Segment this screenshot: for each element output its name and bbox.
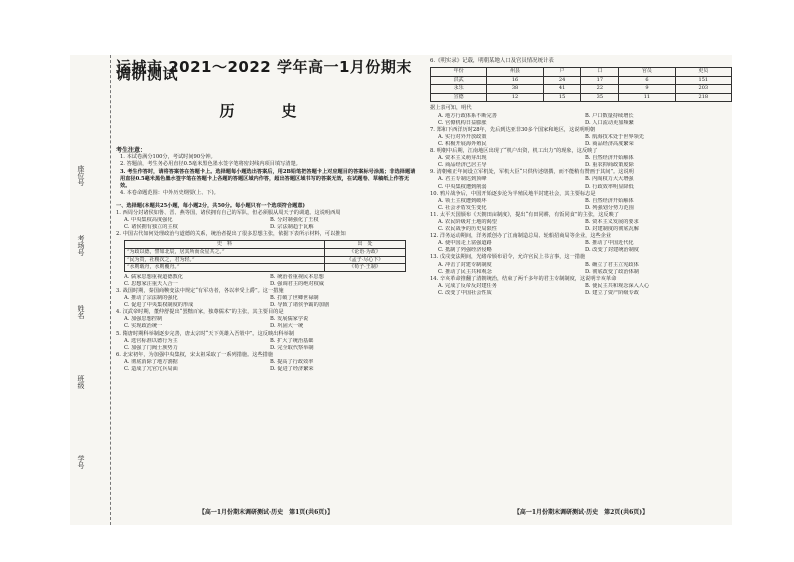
section-heading: 一、选择题(本题共25小题，每小题2分，共50分。每小题只有一个选项符合题意) [116, 202, 305, 209]
page-footer: 【高一1月份期末调研测试·历史 第2页(共6页)】 [513, 508, 649, 516]
option: B. 自然经济开始解体 [585, 197, 634, 204]
option: D. 宗法制趋于瓦解 [270, 224, 314, 231]
question [116, 352, 416, 373]
table-cell: 12 [487, 93, 543, 102]
table-cell: 《孟子·尽心下》 [324, 256, 405, 264]
question [116, 288, 416, 309]
question [430, 105, 732, 126]
statistics-table [430, 67, 732, 102]
student-id-label: 学号 [77, 455, 85, 469]
question [430, 276, 732, 297]
option: B. 户口数量持续增长 [585, 112, 634, 119]
option: A. 农民阶级对土地的渴望 [438, 218, 497, 225]
question [430, 233, 732, 254]
option: D. 人口流动更加频繁 [585, 119, 634, 126]
option: A. 加强思想控制 [124, 316, 163, 323]
binding-margin [70, 55, 111, 525]
notice-item: 3. 考生作答时，请将答案答在答题卡上。选择题每小题选出答案后，用2B铅笔把答题卡上对应题目的答案标号涂黑；非选择题请用直径0.5毫米黑色墨水签字笔在答题卡上各题的答题区域内作答，超出答题区域书写的答案无效，在试题卷、草稿纸上作答无效。 [120, 168, 416, 189]
option: D. 列强划分势力范围 [585, 204, 634, 211]
option: C. 官僚机构日益膨胀 [438, 119, 487, 126]
question-stem: 12. 洋务运动期间，洋务派创办了江南制造总局、轮船招商局等企业，这些企业 [430, 233, 612, 240]
option: D. 商品经济高度繁荣 [585, 140, 634, 147]
option: C. 社会矛盾发生变化 [438, 204, 487, 211]
option: D. 改变了封建统治制度 [585, 247, 639, 254]
option: C. 实现政治统一 [124, 323, 163, 330]
option: C. 商品经济已居主导 [438, 162, 487, 169]
option: C. 改变了中国社会性质 [438, 289, 492, 296]
option: B. 统治者重视民本思想 [270, 273, 324, 280]
option: A. 君主专制达到顶峰 [438, 176, 487, 183]
option: B. 发展儒家学说 [270, 316, 309, 323]
question [430, 148, 732, 169]
question [430, 212, 732, 233]
class-label: 班级 [77, 375, 85, 389]
option: B. 提高了行政效率 [270, 358, 314, 365]
table-cell: 35 [581, 93, 619, 102]
table-cell: “水则载舟，水则覆舟。” [125, 264, 325, 272]
option: B. 内阁权力大大增强 [585, 176, 634, 183]
option: A. 儒家思想重视道德教化 [124, 273, 183, 280]
question [116, 331, 416, 352]
notice-block [116, 147, 416, 197]
option: A. 领土主权遭到破坏 [438, 197, 487, 204]
option: A. 资本主义萌芽出现 [438, 155, 487, 162]
table-header-cell: 官员 [619, 68, 675, 77]
notice-item: 1. 本试卷满分100分，考试时间90分钟。 [120, 154, 216, 161]
table-header-cell: 户 [543, 68, 581, 77]
table-cell: 16 [487, 76, 543, 85]
question-stem: 据上表可知，明代 [430, 105, 472, 112]
option: A. 完成了反帝反封建任务 [438, 282, 497, 289]
table-header-cell: 年份 [431, 68, 487, 77]
question [430, 191, 732, 212]
source-table [124, 240, 406, 271]
question-stem: 6.《明实录》记载，明朝某地人口及官员情况统计表 [430, 58, 554, 64]
option: D. 建立了资产阶级专政 [585, 289, 639, 296]
option: D. 完全取代察举制 [270, 344, 314, 351]
option: A. 选官标准以德行为主 [124, 337, 178, 344]
option: C. 积极开展海外殖民 [438, 140, 487, 147]
table-row [125, 249, 406, 257]
question-stem: 1. 西周分封诸侯如鲁、晋、燕等国，诸侯拥有自己的军队，但必须服从周天子的调遣。这说明西周 [116, 210, 341, 217]
option: B. 航海技术处于世界领先 [585, 133, 644, 140]
option: B. 确立了君主立宪政体 [585, 261, 639, 268]
question-stem: 11. 太平天国颁布《天朝田亩制度》，提出“有田同耕，有饭同食”的主张，这反映了 [430, 211, 619, 218]
question-stem: 9. 清朝雍正年间设立军机处，军机大臣“只供传述缮撰，而不能稍有赞画于其间”。这说明 [430, 169, 634, 176]
table-cell: 218 [675, 93, 731, 102]
question [430, 127, 732, 148]
question-stem: 14. 辛亥革命推翻了清朝统治，结束了两千多年的君主专制制度，这说明辛亥革命 [430, 275, 617, 282]
right-page [430, 58, 732, 520]
question [430, 169, 732, 190]
table-cell: “为政以德，譬如北辰，居其所而众星共之。” [125, 249, 325, 257]
table-cell: 38 [487, 85, 543, 94]
table-cell: 永乐 [431, 85, 487, 94]
option: B. 使民主共和观念深入人心 [585, 282, 650, 289]
table-cell: 41 [543, 85, 581, 94]
table-cell: 《论语·为政》 [324, 249, 405, 257]
table-cell: “民为贵，社稷次之，君为轻。” [125, 256, 325, 264]
option: B. 推动了中国近代化 [585, 240, 634, 247]
table-row [431, 85, 732, 94]
option: D. 巩固大一统 [270, 323, 304, 330]
option: A. 实行对外开放政策 [438, 133, 487, 140]
option: B. 打破了世卿世禄制 [270, 295, 319, 302]
table-cell: 宣德 [431, 93, 487, 102]
option: D. 行政效率明显降低 [585, 183, 634, 190]
table-header-cell: 出 处 [324, 241, 405, 249]
question-stem: 2. 中国古代如何处理政治与道德的关系，统治者提出了很多思想主张，依据下表所示材料，可以推知 [116, 231, 346, 238]
option: C. 中央集权遭到削弱 [438, 183, 487, 190]
table-cell: 24 [543, 76, 581, 85]
option: D. 促进了经济繁荣 [270, 366, 314, 372]
left-page [116, 58, 416, 520]
option-group [116, 274, 416, 288]
option: C. 促进了中央集权制度的形成 [124, 302, 194, 309]
name-label: 姓名 [77, 305, 85, 319]
question-stem: 7. 郑和下西洋历时28年，先后到达亚非30多个国家和地区，这说明明朝 [430, 126, 596, 133]
table-row [125, 264, 406, 272]
option: C. 造成了冗官冗兵局面 [124, 366, 178, 372]
option: C. 抵制了列强经济侵略 [438, 247, 492, 254]
table-cell: 《荀子·王制》 [324, 264, 405, 272]
table-cell: 洪武 [431, 76, 487, 85]
table-header-cell: 州县 [487, 68, 543, 77]
option: B. 资本主义发展的要求 [585, 218, 639, 225]
question [116, 309, 416, 330]
option: D. 封建制度的彻底瓦解 [585, 226, 639, 233]
option: D. 彻底改变了政治体制 [585, 268, 639, 275]
table-row [125, 256, 406, 264]
table-header-cell: 吏员 [675, 68, 731, 77]
option: A. 推动了宗法制的强化 [124, 295, 178, 302]
table-cell: 203 [675, 85, 731, 94]
option: B. 扩大了统治基础 [270, 337, 314, 344]
table-cell: 22 [581, 85, 619, 94]
table-cell: 151 [675, 76, 731, 85]
option: A. 冲击了封建专制制度 [438, 261, 492, 268]
question-stem: 3. 战国时期，秦国商鞅变法中规定“有军功者，各以率受上爵”。这一措施 [116, 287, 284, 294]
subject-title: 历 史 [219, 102, 313, 121]
option: A. 中央集权高度强化 [124, 217, 173, 224]
option: B. 分封制强化了王权 [270, 217, 319, 224]
table-cell: 6 [619, 76, 675, 85]
exam-room-label: 考场号 [77, 235, 85, 256]
question-stem: 5. 隋唐时期科举制逐步完善，唐太宗时“天下英雄入吾彀中”。这反映出科举制 [116, 330, 294, 337]
table-header-cell: 史 料 [125, 241, 325, 249]
option: D. 强调君主的绝对权威 [270, 280, 324, 287]
option: D. 重农抑商政策废除 [585, 162, 634, 169]
table-row [431, 93, 732, 102]
page-footer: 【高一1月份期末调研测试·历史 第1页(共6页)】 [198, 508, 334, 516]
option: A. 使中国走上富强道路 [438, 240, 492, 247]
table-cell: 9 [619, 85, 675, 94]
notice-heading: 考生注意： [116, 147, 147, 155]
question-stem: 13. 戊戌变法期间，光绪帝颁布诏令，允许官民上书言事，这一措施 [430, 254, 586, 261]
option: C. 农民战争的历史局限性 [438, 226, 497, 233]
table-header-cell: 口 [581, 68, 619, 77]
question-stem: 8. 明朝中后期，江南地区出现了“机户出资，机工出力”的现象，这反映了 [430, 148, 598, 155]
option: C. 诸侯拥有独立的主权 [124, 224, 178, 231]
table-cell: 17 [581, 76, 619, 85]
question-stem: 10. 鸦片战争后，中国开始逐步沦为半殖民地半封建社会，其主要标志是 [430, 190, 596, 197]
option: C. 加强了门阀士族势力 [124, 344, 178, 351]
option: D. 导致了诸侯争霸的加剧 [270, 302, 330, 309]
option: C. 推动了民主共和观念 [438, 268, 492, 275]
table-cell: 15 [543, 93, 581, 102]
seat-number-label: 座位号 [77, 165, 85, 186]
option: B. 自然经济开始解体 [585, 155, 634, 162]
table-row [431, 76, 732, 85]
option: A. 地方行政体系不断完善 [438, 112, 497, 119]
exam-title: 运城市 2021～2022 学年高一1月份期末调研测试 [116, 58, 412, 84]
option: C. 思想家注重天人合一 [124, 280, 178, 287]
question-stem: 4. 汉武帝时期，董仲舒提出“罢黜百家，独尊儒术”的主张，其主要目的是 [116, 309, 284, 316]
question-stem: 6. 北宋初年，为加强中央集权，宋太祖采取了一系列措施。这些措施 [116, 351, 274, 358]
option: A. 彻底消除了地方割据 [124, 358, 178, 365]
notice-item: 2. 答题前，考生务必用直径0.5毫米黑色墨水签字笔将密封线内项目填写清楚。 [120, 161, 301, 168]
question [116, 210, 416, 231]
table-cell: 11 [619, 93, 675, 102]
notice-item: 4. 本卷命题范围：中外历史纲要(上、下)。 [120, 189, 219, 196]
question [430, 254, 732, 275]
